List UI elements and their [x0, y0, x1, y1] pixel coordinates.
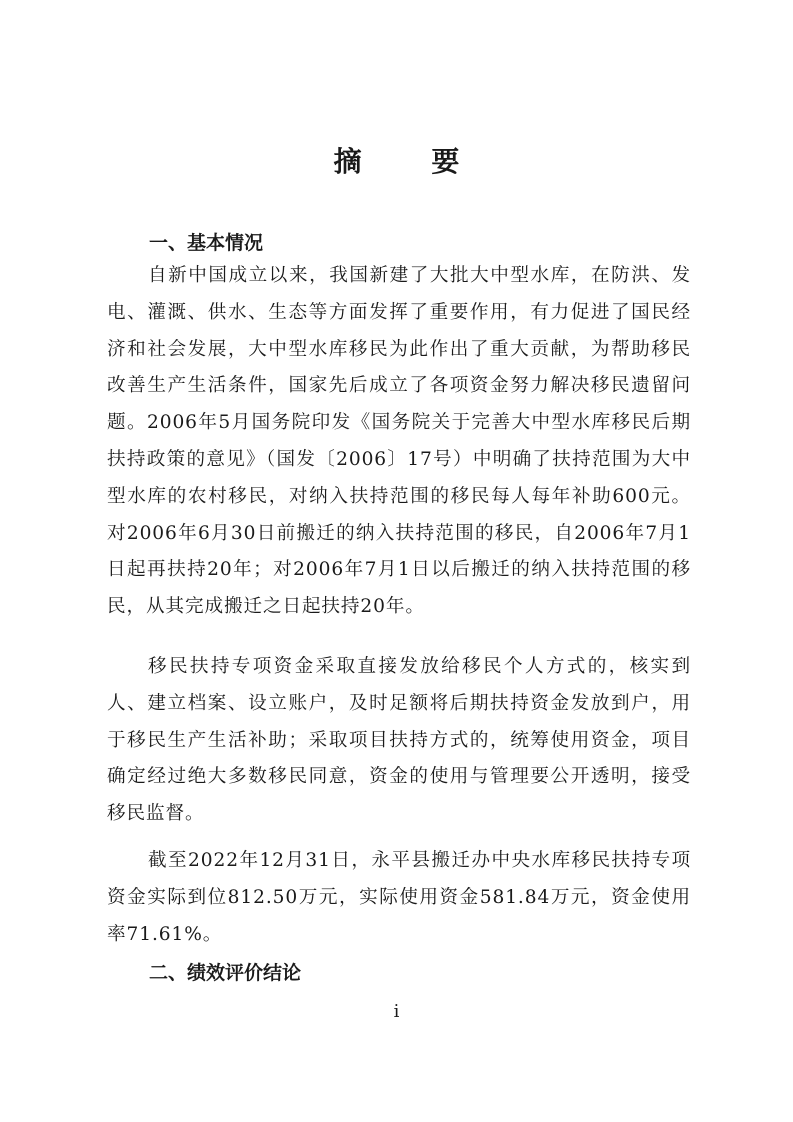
- section-heading-basic-situation: 一、基本情况: [149, 232, 264, 254]
- paragraph-background: 自新中国成立以来，我国新建了大批大中型水库，在防洪、发电、灌溉、供水、生态等方面发挥了重要作用，有力促进了国民经济和社会发展，大中型水库移民为此作出了重大贡献，为帮助移民改善生产生活条件，国家先后成立了各项资金努力解决移民遗留问题。2006年5月国务院印发《国务院关于完善大中型水库移民后期扶持政策的意见》（国发〔2006〕17号）中明确了扶持范围为大中型水库的农村移民，对纳入扶持范围的移民每人每年补助600元。对2006年6月30日前搬迁的纳入扶持范围的移民，自2006年7月1日起再扶持20年；对2006年7月1日以后搬迁的纳入扶持范围的移民，从其完成搬迁之日起扶持20年。: [107, 265, 691, 618]
- page-title: 摘 要: [333, 145, 490, 178]
- paragraph-fund-usage-rules: 移民扶持专项资金采取直接发放给移民个人方式的，核实到人、建立档案、设立账户，及时足额将后期扶持资金发放到户，用于移民生产生活补助；采取项目扶持方式的，统筹使用资金，项目确定经过绝大多数移民同意，资金的使用与管理要公开透明，接受移民监督。: [107, 656, 691, 825]
- section-heading-evaluation-conclusion: 二、绩效评价结论: [149, 962, 302, 984]
- page-number: i: [393, 1001, 400, 1022]
- paragraph-fund-status: 截至2022年12月31日，永平县搬迁办中央水库移民扶持专项资金实际到位812.50万元，实际使用资金581.84万元，资金使用率71.61%。: [107, 850, 691, 945]
